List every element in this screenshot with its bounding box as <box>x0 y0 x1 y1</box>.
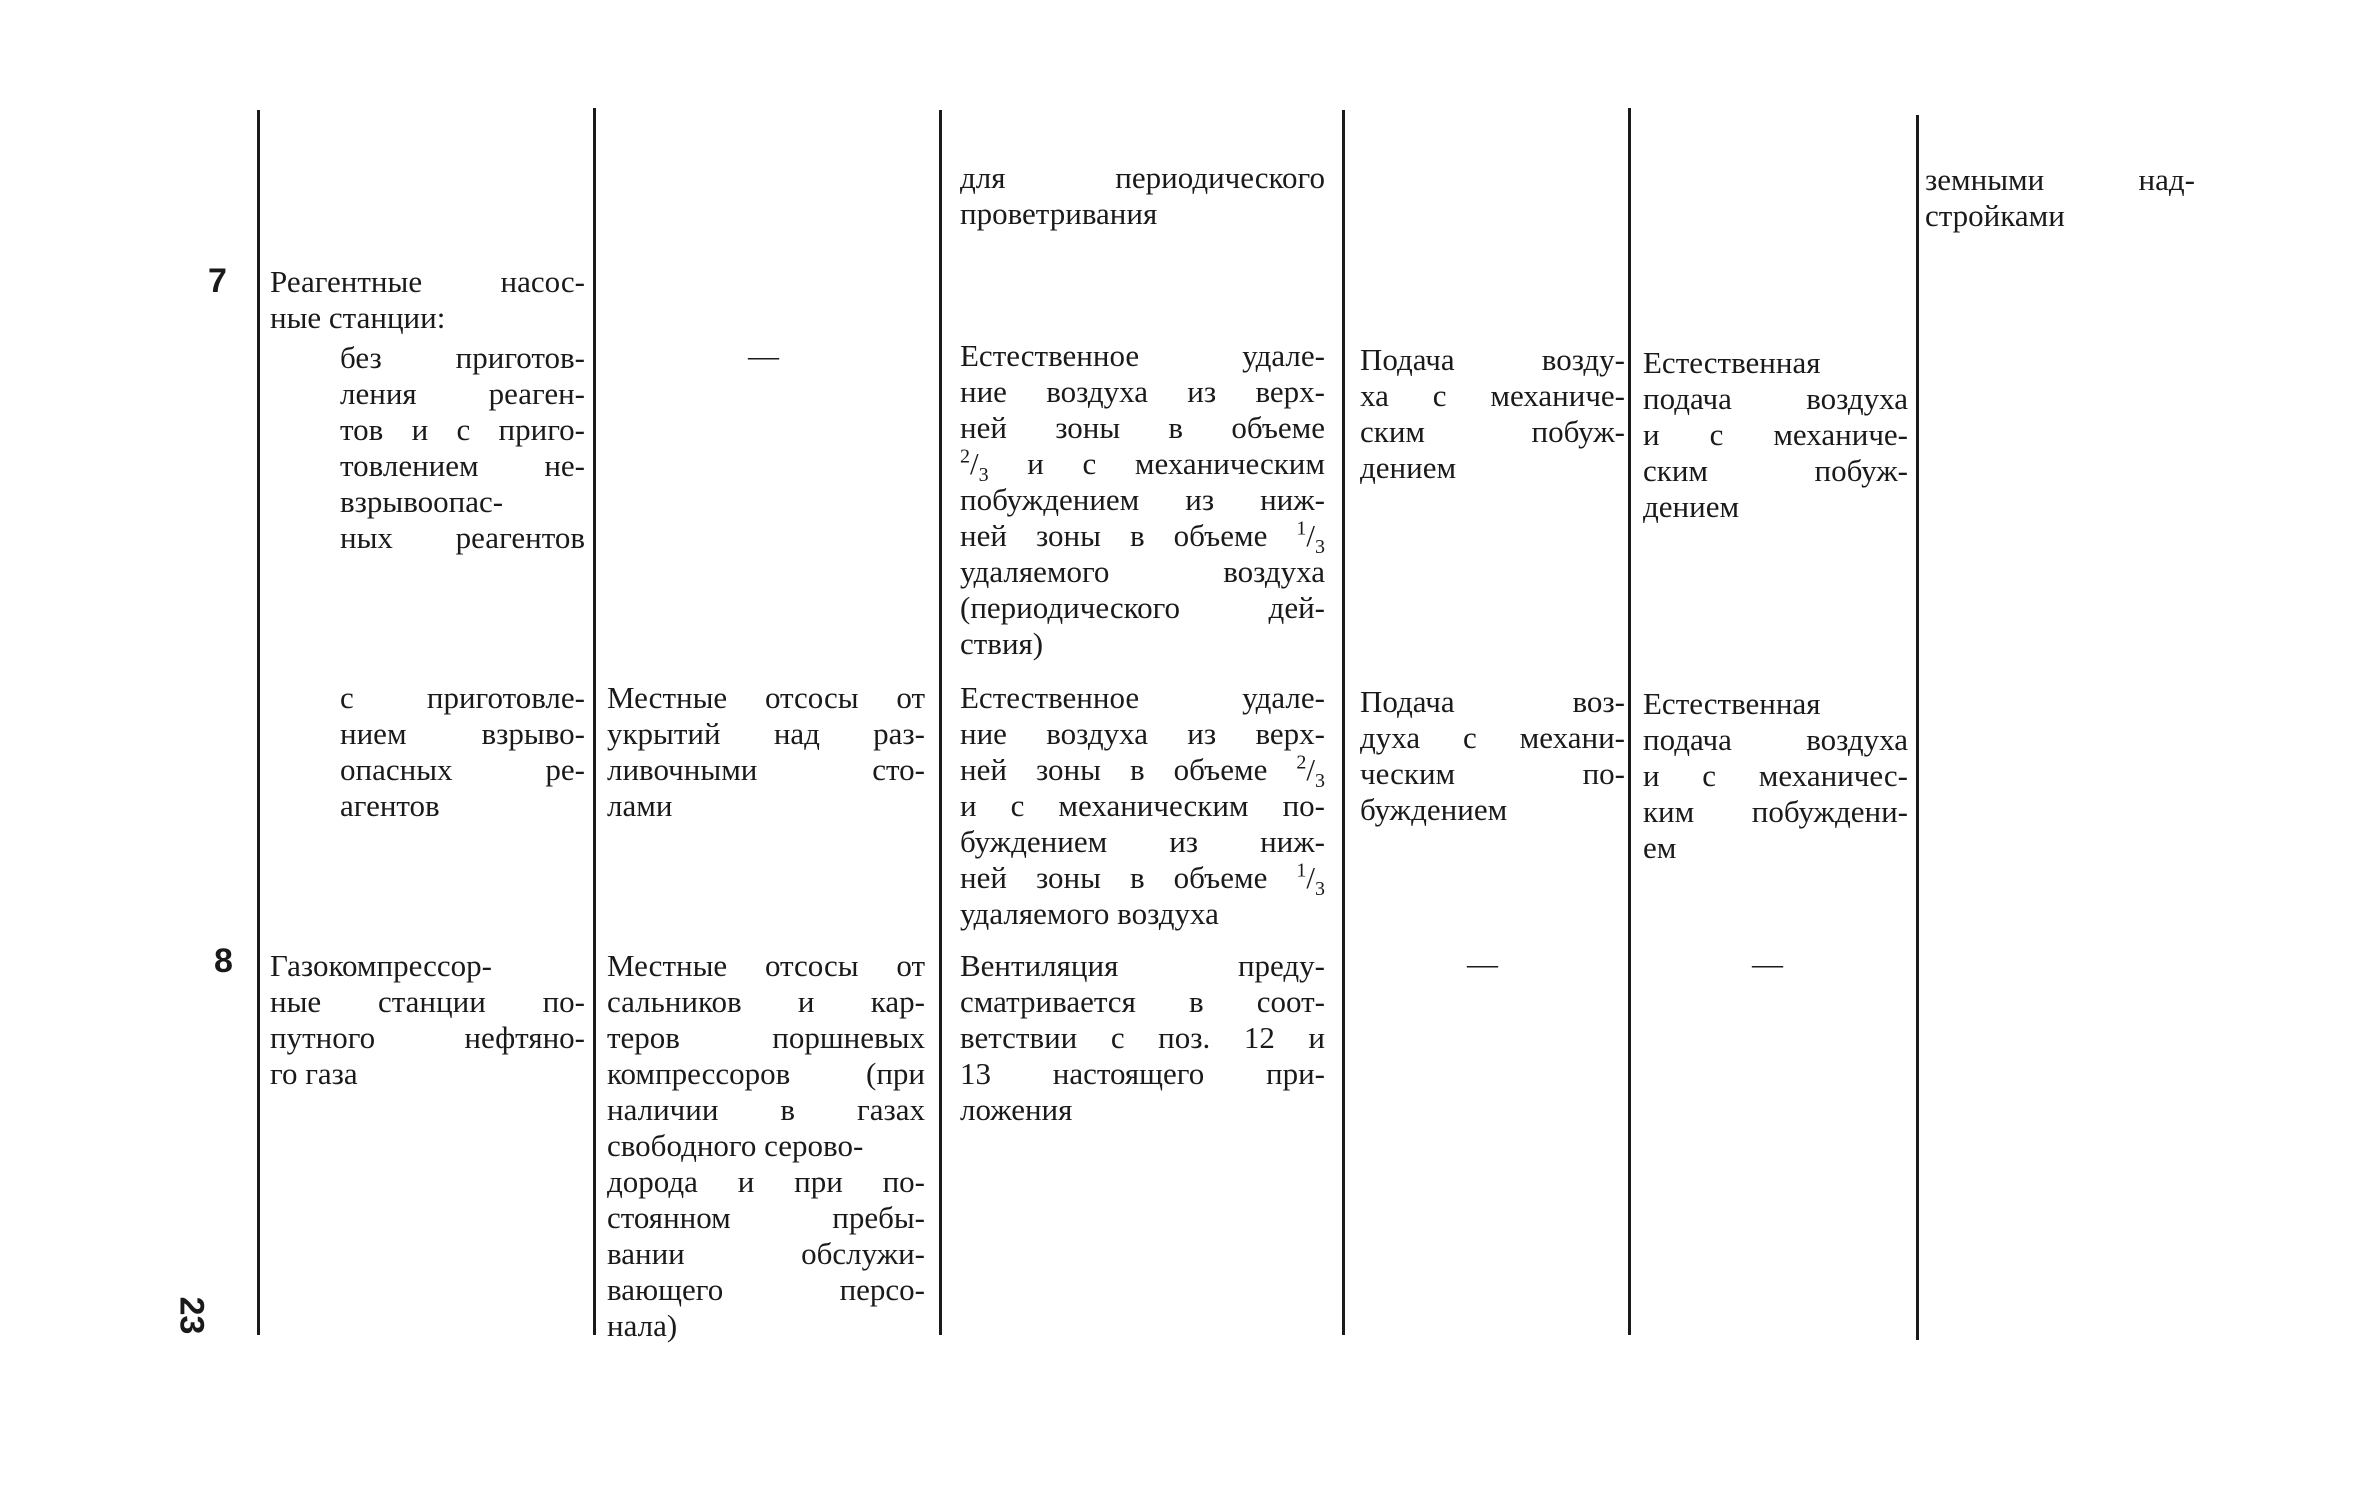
row7a-col5: Естественная подача воздуха и с механиче- ским побуж- дением <box>1643 345 1908 524</box>
row8-col5-dash: — <box>1752 946 1783 981</box>
row7a-col1: без приготов- ления реаген- тов и с приго- товлением не- взрывоопас- ных реагентов <box>340 340 585 555</box>
row-number-8: 8 <box>214 942 233 980</box>
column-rule-6 <box>1916 115 1919 1340</box>
column-rule-4 <box>1342 110 1345 1335</box>
column-rule-5 <box>1628 108 1631 1335</box>
top-row-col6: земными над- стройками <box>1925 162 2195 233</box>
row7a-col4: Подача возду- ха с механиче- ским побуж- дением <box>1360 342 1625 485</box>
top-row-col3: для периодического проветривания <box>960 160 1325 231</box>
row7b-col2: Местные отсосы от укрытий над раз- ливочными сто- лами <box>607 680 925 823</box>
row7a-col3: Естественное удале- ние воздуха из верх- ней зоны в объеме $^2/_3$ и с механическим побуждением из ниж- ней зоны в объеме $^1/_3$ удаляемого воздуха (периодического дей- ствия) <box>960 338 1325 661</box>
row7b-col4: Подача воз- духа с механи- ческим по- буждением <box>1360 684 1625 827</box>
row7a-col2-dash: — <box>748 338 779 373</box>
row8-col3: Вентиляция преду- сматривается в соот- ветствии с поз. 12 и 13 настоящего при- ложения <box>960 948 1325 1127</box>
column-rule-3 <box>939 110 942 1335</box>
row8-col4-dash: — <box>1467 946 1498 981</box>
column-rule-2 <box>593 108 596 1335</box>
row8-col1: Газокомпрессор- ные станции по- путного нефтяно- го газа <box>270 948 585 1091</box>
column-rule-1 <box>257 110 260 1335</box>
row8-col2: Местные отсосы от сальников и кар- теров поршневых компрессоров (при наличии в газах свободного серово- дорода и при по- стоянном пребы- вании обслужи- вающего персо- нала) <box>607 948 925 1343</box>
row7-title: Реагентные насос- ные станции: <box>270 264 585 335</box>
row7b-col5: Естественная подача воздуха и с механичес- ким побуждени- ем <box>1643 686 1908 865</box>
page-number: 23 <box>172 1296 211 1335</box>
row7b-col1: с приготовле- нием взрыво- опасных ре- агентов <box>340 680 585 823</box>
row7b-col3: Естественное удале- ние воздуха из верх- ней зоны в объеме $^2/_3$ и с механическим по- буждением из ниж- ней зоны в объеме $^1/_3$ удаляемого воздуха <box>960 680 1325 931</box>
row-number-7: 7 <box>208 262 227 300</box>
